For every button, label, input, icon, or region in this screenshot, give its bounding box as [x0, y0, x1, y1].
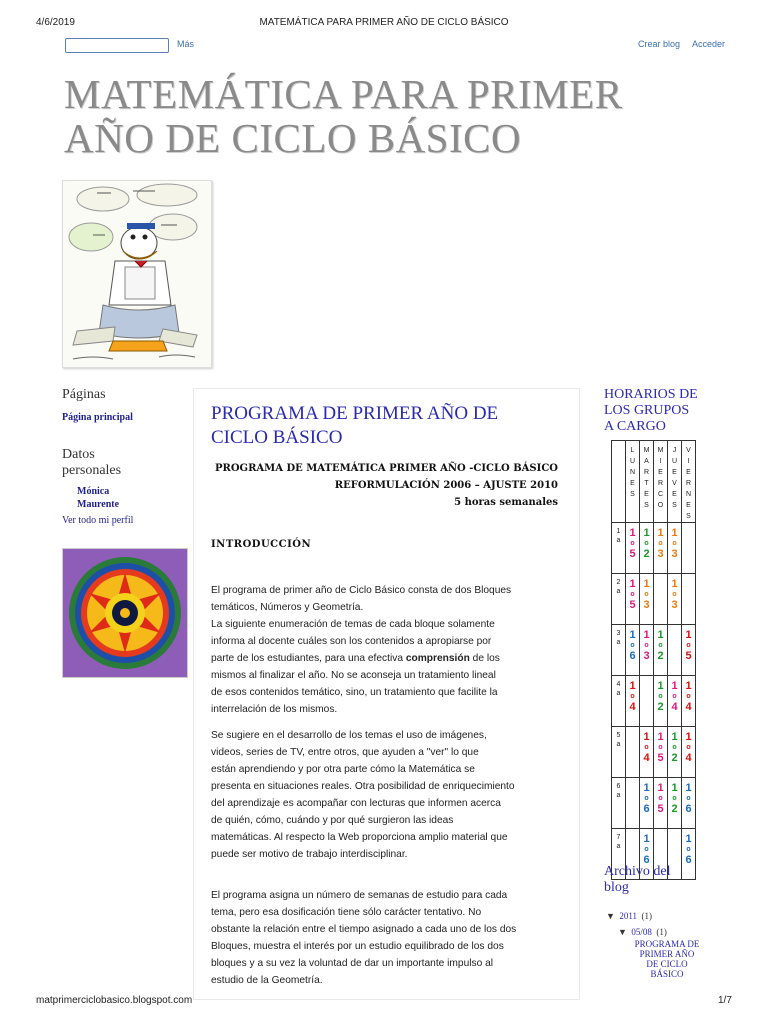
schedule-row [612, 574, 696, 625]
schedule-heading-line-3: A CARGO [604, 419, 666, 434]
group-grade: 1 [685, 782, 692, 794]
intro-heading: INTRODUCCIÓN [211, 539, 312, 550]
schedule-heading-line-2: LOS GRUPOS [604, 403, 690, 418]
p1-line-with-bold [211, 650, 558, 667]
blog-title-line-2: AÑO DE CICLO BÁSICO [64, 115, 522, 161]
profile-photo [62, 548, 188, 678]
group-grade: 1 [671, 731, 678, 743]
author-line-2: Maurente [77, 499, 120, 510]
group-grade: 1 [643, 578, 650, 590]
ordinal-mark: o [686, 693, 691, 700]
group-number: 2 [657, 701, 664, 713]
program-subheadings [211, 460, 558, 511]
schedule-row-label: 4 a [612, 676, 626, 727]
schedule-row-label: 2 a [612, 574, 626, 625]
p2-line: de quién, cómo, cuándo y por qué surgieron las ideas [211, 815, 454, 826]
print-page-number: 1/7 [718, 995, 732, 1006]
schedule-row-label: 7 a [612, 829, 626, 880]
group-number: 5 [629, 599, 636, 611]
group-number: 4 [685, 752, 692, 764]
group-grade: 1 [657, 629, 664, 641]
group-grade: 1 [685, 680, 692, 692]
subhead-reform: REFORMULACIÓN 2006 – AJUSTE 2010 [334, 480, 558, 491]
schedule-cell [654, 523, 668, 574]
group-grade: 1 [685, 731, 692, 743]
archive-post-line: BÁSICO [650, 969, 684, 979]
print-title: MATEMÁTICA PARA PRIMER AÑO DE CICLO BÁSICO [259, 17, 509, 28]
author-line-1: Mónica [77, 486, 110, 497]
schedule-day-header: V I E R N E S [682, 441, 696, 523]
p2-line: están aprendiendo y por otra parte cómo la Matemática se [211, 764, 475, 775]
archive-post-link[interactable] [628, 939, 706, 979]
p2-line: matemáticas. Al respecto la Web proporciona amplio material que [211, 832, 508, 843]
schedule-row-label: 1 a [612, 523, 626, 574]
group-number: 5 [657, 803, 664, 815]
group-number: 6 [643, 803, 650, 815]
group-grade: 1 [657, 680, 664, 692]
post-title-line-2: CICLO BÁSICO [211, 427, 343, 448]
mandala-image [63, 549, 187, 677]
ordinal-mark: o [686, 642, 691, 649]
paragraph-2 [211, 727, 558, 863]
archive-post-line: PROGRAMA DE [634, 939, 700, 949]
p1-line: mismos al finalizar el año. No se aconseja un tratamiento lineal [211, 670, 496, 681]
schedule-row-label: 3 a [612, 625, 626, 676]
schedule-cell [654, 625, 668, 676]
schedule-cell [682, 676, 696, 727]
author-link[interactable] [77, 485, 119, 511]
group-number: 5 [657, 752, 664, 764]
group-number: 3 [657, 548, 664, 560]
schedule-row [612, 625, 696, 676]
p1-line: informa al docente cuáles son los contenidos a apropiarse por [211, 636, 492, 647]
group-grade: 1 [671, 578, 678, 590]
archive-month-link[interactable]: 05/08 [631, 927, 652, 937]
bold-word: comprensión [405, 653, 470, 664]
group-number: 2 [671, 752, 678, 764]
schedule-day-header: L U N E S [626, 441, 640, 523]
sign-in-link[interactable]: Acceder [692, 39, 726, 49]
ordinal-mark: o [644, 846, 649, 853]
ordinal-mark: o [644, 591, 649, 598]
blog-title[interactable] [64, 72, 724, 160]
group-number: 4 [643, 752, 650, 764]
p1-line: parte de los estudiantes, para una efectiva [211, 653, 403, 664]
archive-month-row[interactable] [618, 922, 667, 940]
p3-line: tema, pero esa dosificación tiene sólo carácter tentativo. No [211, 907, 482, 918]
archive-year-link[interactable]: 2011 [619, 911, 638, 921]
ordinal-mark: o [630, 642, 635, 649]
group-grade: 1 [671, 782, 678, 794]
header-illustration [62, 180, 212, 368]
schedule-header-row [612, 441, 696, 523]
group-number: 4 [671, 701, 678, 713]
group-number: 3 [671, 599, 678, 611]
schedule-row-label: 5 a [612, 727, 626, 778]
schedule-cell [626, 676, 640, 727]
schedule-cell [640, 727, 654, 778]
p3-line: bloques y a su vez la voluntad de dar un importante impulso al [211, 958, 494, 969]
group-grade: 1 [643, 731, 650, 743]
schedule-cell [626, 625, 640, 676]
ordinal-mark: o [672, 693, 677, 700]
p3-line: estudio de la Geometría. [211, 975, 323, 986]
group-number: 6 [685, 854, 692, 866]
schedule-day-header: M A R T E S [640, 441, 654, 523]
schedule-cell [668, 727, 682, 778]
p1-line: La siguiente enumeración de temas de cada bloque solamente [211, 619, 495, 630]
schedule-row [612, 778, 696, 829]
schedule-cell [682, 778, 696, 829]
ordinal-mark: o [630, 591, 635, 598]
schedule-cell [682, 574, 696, 625]
group-grade: 1 [657, 527, 664, 539]
group-grade: 1 [671, 680, 678, 692]
print-date: 4/6/2019 [36, 17, 75, 28]
ordinal-mark: o [644, 795, 649, 802]
archive-heading [604, 864, 670, 896]
ordinal-mark: o [644, 744, 649, 751]
group-grade: 1 [629, 578, 636, 590]
subhead-hours: 5 horas semanales [454, 497, 558, 508]
p1-line: interrelación de los mismos. [211, 704, 338, 715]
schedule-cell [626, 523, 640, 574]
group-grade: 1 [629, 629, 636, 641]
post-title[interactable] [211, 402, 561, 450]
group-grade: 1 [657, 731, 664, 743]
print-url: matprimerciclobasico.blogspot.com [36, 995, 193, 1006]
ordinal-mark: o [644, 540, 649, 547]
group-grade: 1 [643, 833, 650, 845]
post-title-line-1: PROGRAMA DE PRIMER AÑO DE [211, 403, 499, 424]
schedule-table [611, 440, 696, 880]
schedule-row [612, 727, 696, 778]
search-input[interactable] [65, 38, 169, 53]
personal-heading-line-2: personales [62, 463, 122, 478]
p1-line: El programa de primer año de Ciclo Básico consta de dos Bloques [211, 585, 512, 596]
schedule-cell [626, 727, 640, 778]
schedule-cell [640, 625, 654, 676]
group-number: 4 [629, 701, 636, 713]
schedule-cell [682, 523, 696, 574]
p3-line: obstante la relación entre el tiempo asignado a cada uno de los dos [211, 924, 517, 935]
ordinal-mark: o [630, 540, 635, 547]
schedule-row [612, 523, 696, 574]
schedule-row-label: 6 a [612, 778, 626, 829]
group-grade: 1 [643, 782, 650, 794]
ordinal-mark: o [686, 744, 691, 751]
schedule-table-wrapper [611, 440, 696, 880]
ordinal-mark: o [658, 693, 663, 700]
group-number: 6 [685, 803, 692, 815]
archive-heading-line-2: blog [604, 880, 629, 895]
personal-data-heading [62, 447, 121, 479]
expand-triangle-icon[interactable]: ▼ [606, 911, 615, 921]
p2-line: puede ser motivo de trabajo interdisciplinar. [211, 849, 408, 860]
schedule-cell [626, 778, 640, 829]
schedule-cell [654, 574, 668, 625]
group-grade: 1 [629, 680, 636, 692]
archive-post-line: PRIMER AÑO [639, 949, 695, 959]
personal-heading-line-1: Datos [62, 447, 95, 462]
ordinal-mark: o [658, 795, 663, 802]
create-blog-link[interactable]: Crear blog [638, 39, 681, 49]
view-profile-link[interactable]: Ver todo mi perfil [62, 515, 134, 526]
schedule-cell [640, 676, 654, 727]
ordinal-mark: o [686, 846, 691, 853]
ordinal-mark: o [658, 540, 663, 547]
schedule-heading-line-1: HORARIOS DE [604, 387, 698, 402]
group-grade: 1 [685, 833, 692, 845]
schedule-row [612, 676, 696, 727]
schedule-heading [604, 387, 698, 435]
group-number: 3 [643, 599, 650, 611]
group-number: 5 [685, 650, 692, 662]
paragraph-1 [211, 582, 558, 718]
group-number: 2 [643, 548, 650, 560]
group-grade: 1 [643, 629, 650, 641]
ordinal-mark: o [672, 591, 677, 598]
group-number: 4 [685, 701, 692, 713]
schedule-cell [682, 727, 696, 778]
group-number: 2 [671, 803, 678, 815]
group-number: 6 [643, 854, 650, 866]
paragraph-3 [211, 887, 558, 989]
group-number: 2 [657, 650, 664, 662]
subhead-program: PROGRAMA DE MATEMÁTICA PRIMER AÑO -CICLO BÁSICO [214, 463, 558, 474]
p2-line: del aprendizaje es acompañar con lecturas que informen acerca [211, 798, 501, 809]
archive-month-count: (1) [656, 927, 667, 937]
pages-heading: Páginas [62, 387, 106, 402]
group-grade: 1 [657, 782, 664, 794]
ordinal-mark: o [658, 642, 663, 649]
cartoon-image [63, 181, 211, 367]
group-number: 6 [629, 650, 636, 662]
schedule-cell [640, 523, 654, 574]
schedule-corner-cell [612, 441, 626, 523]
ordinal-mark: o [658, 744, 663, 751]
schedule-cell [654, 727, 668, 778]
ordinal-mark: o [672, 795, 677, 802]
schedule-day-header: M I E R C O [654, 441, 668, 523]
group-grade: 1 [685, 629, 692, 641]
p1-line: temáticos, Números y Geometría. [211, 602, 364, 613]
ordinal-mark: o [672, 744, 677, 751]
archive-year-count: (1) [641, 911, 652, 921]
p3-line: Bloques, muestra el interés por un estudio equilibrado de los dos [211, 941, 504, 952]
p2-line: Se sugiere en el desarrollo de los temas el uso de imágenes, [211, 730, 487, 741]
schedule-cell [626, 574, 640, 625]
schedule-cell [640, 574, 654, 625]
p3-line: El programa asigna un número de semanas de estudio para cada [211, 890, 508, 901]
schedule-cell [682, 625, 696, 676]
ordinal-mark: o [672, 540, 677, 547]
schedule-cell [668, 676, 682, 727]
expand-triangle-icon[interactable]: ▼ [618, 927, 627, 937]
ordinal-mark: o [630, 693, 635, 700]
p1-line: de esos contenidos temático, sino, un tratamiento que facilite la [211, 687, 498, 698]
group-grade: 1 [671, 527, 678, 539]
p1-after-bold: de los [472, 653, 500, 664]
schedule-cell [668, 778, 682, 829]
group-grade: 1 [629, 527, 636, 539]
schedule-day-header: J U E V E S [668, 441, 682, 523]
schedule-cell [668, 625, 682, 676]
schedule-cell [668, 574, 682, 625]
schedule-cell [668, 523, 682, 574]
blog-title-line-1: MATEMÁTICA PARA PRIMER [64, 71, 623, 117]
schedule-cell [654, 676, 668, 727]
schedule-cell [682, 829, 696, 880]
archive-post-line: DE CICLO [646, 959, 688, 969]
group-number: 3 [643, 650, 650, 662]
schedule-cell [654, 778, 668, 829]
main-page-link[interactable]: Página principal [62, 412, 133, 423]
more-link[interactable]: Más [177, 39, 195, 49]
ordinal-mark: o [686, 795, 691, 802]
schedule-cell [640, 778, 654, 829]
ordinal-mark: o [644, 642, 649, 649]
group-grade: 1 [643, 527, 650, 539]
group-number: 5 [629, 548, 636, 560]
archive-heading-line-1: Archivo del [604, 864, 671, 879]
group-number: 3 [671, 548, 678, 560]
p2-line: videos, series de TV, entre otros, que ayuden a "ver" lo que [211, 747, 479, 758]
p2-line: presenta en situaciones reales. Otra posibilidad de enriquecimiento [211, 781, 515, 792]
